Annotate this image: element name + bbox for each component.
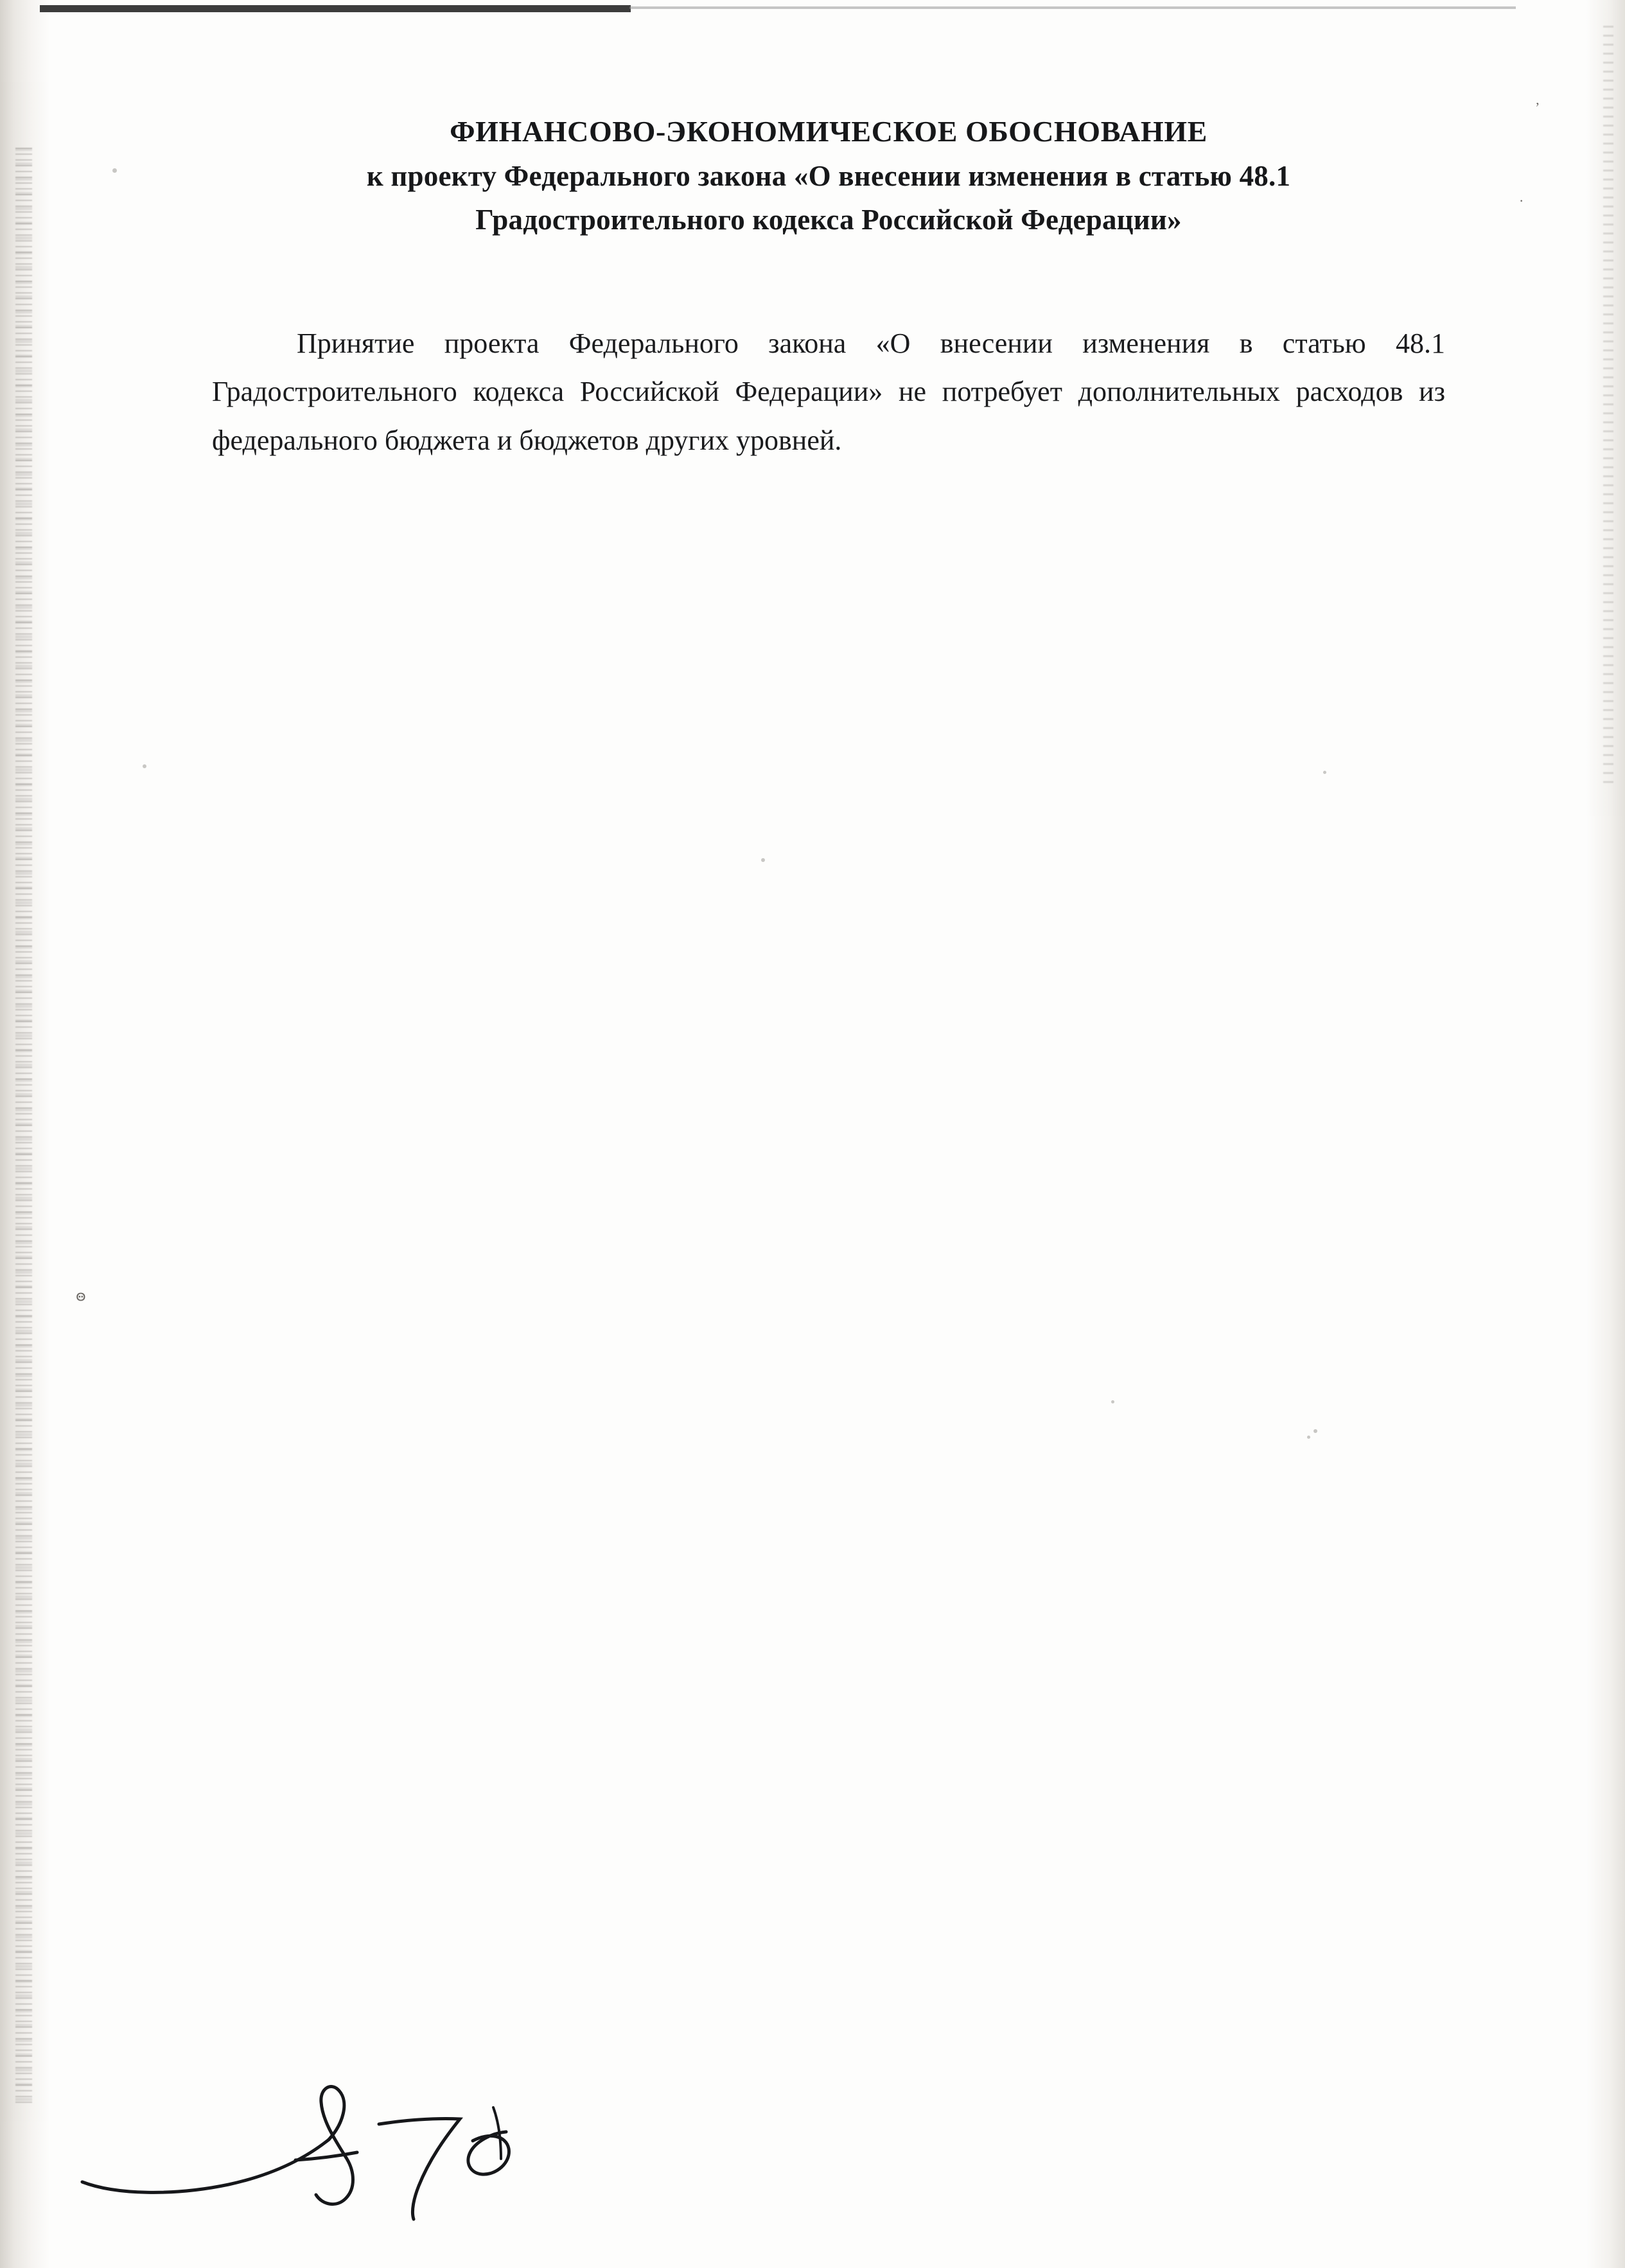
document-title — [212, 109, 1445, 242]
scan-speck-icon — [143, 764, 146, 768]
scan-stray-mark-icon: · — [1519, 193, 1524, 209]
scan-stray-mark-icon: ꙫ — [76, 1288, 86, 1304]
body-paragraph: Принятие проекта Федерального закона «О внесении изменения в статью 48.1 Градостроительного кодекса Российской Федерации» не потребует дополнительных расходов из федерального бюджета и бюджетов других уровней. — [212, 327, 1445, 457]
scan-speck-icon — [1307, 1436, 1310, 1439]
scan-speck-icon — [1323, 771, 1326, 774]
scan-edge-bar-icon — [40, 5, 631, 12]
scan-speck-icon — [112, 168, 117, 173]
document-content — [212, 109, 1445, 465]
scan-speck-icon — [1313, 1429, 1317, 1433]
title-line-1: ФИНАНСОВО-ЭКОНОМИЧЕСКОЕ ОБОСНОВАНИЕ — [450, 115, 1208, 148]
scan-speck-icon — [1111, 1400, 1114, 1403]
title-line-2: к проекту Федерального закона «О внесении изменения в статью 48.1 — [366, 159, 1291, 192]
scan-edge-noise-right-icon — [1586, 0, 1625, 2268]
scan-speck-icon — [761, 858, 765, 862]
handwritten-signature — [77, 2062, 552, 2229]
scan-edge-bar-secondary-icon — [629, 6, 1516, 9]
scan-stray-mark-icon: ʼ — [1535, 100, 1540, 116]
title-line-3: Градостроительного кодекса Российской Федерации» — [475, 204, 1182, 236]
scan-edge-noise-left-icon — [0, 0, 50, 2268]
